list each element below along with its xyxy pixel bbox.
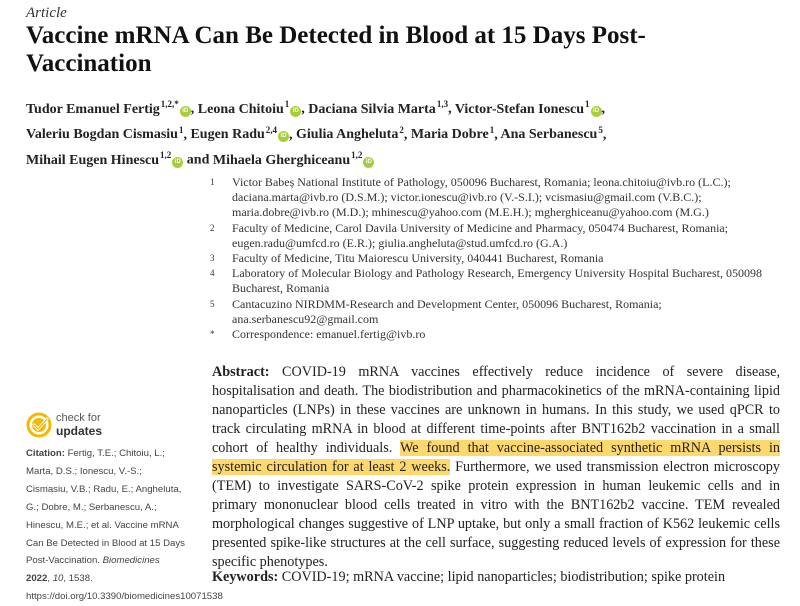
author-name: Eugen Radu <box>190 127 265 143</box>
citation-label: Citation: <box>26 448 65 459</box>
author-list <box>26 94 726 171</box>
author <box>26 124 184 143</box>
orcid-icon[interactable]: iD <box>290 106 301 117</box>
author-affiliation-marks: 1,3 <box>436 99 449 109</box>
author-name: Tudor Emanuel Fertig <box>26 101 160 117</box>
abstract-label: Abstract: <box>212 364 270 380</box>
author-name: Mihail Eugen Hinescu <box>26 152 160 168</box>
author-affiliation-marks: 5 <box>598 124 603 135</box>
affiliation-text: Laboratory of Molecular Biology and Pathology Research, Emergency University Hospital Bucharest, 050098 Bucharest, Romania <box>232 266 762 296</box>
author-affiliation-marks: 1,2,* <box>160 99 179 109</box>
affiliation-text: Faculty of Medicine, Titu Maiorescu University, 040441 Bucharest, Romania <box>232 251 604 266</box>
author-affiliation-marks: 1 <box>284 99 290 109</box>
author-separator: , <box>494 127 501 143</box>
author <box>410 124 495 143</box>
affiliation-item <box>210 175 790 221</box>
check-for-label: check for <box>56 412 101 424</box>
affiliation-item <box>210 221 790 251</box>
abstract-text-end: Furthermore, we used transmission electron microscopy (TEM) to investigate SARS-CoV-2 spike protein expression in human leukemic cells and in primary mononuclear blood cells treated in vitro with the BNT162b2 vaccine. TEM revealed morphological changes suggestive of LNP uptake, but only a small fraction of K562 leukemic cells presented spike-like structures at the cell surface, suggesting reduced levels of expression for these specific phenotypes. <box>212 459 780 570</box>
affiliation-number: 1 <box>210 177 215 187</box>
author-name: Valeriu Bogdan Cismasiu <box>26 127 178 143</box>
orcid-icon[interactable]: iD <box>172 157 183 168</box>
citation-text: Fertig, T.E.; Chitoiu, L.; Marta, D.S.; Ionescu, V.-S.; Cismasiu, V.B.; Radu, E.; Angheluta, G.; Dobre, M.; Serbanescu, A.; Hinescu, M.E.; et al. Vaccine mRNA Can Be Detected in Blood at 15 Days Post-Vaccination. <box>26 448 185 567</box>
author-name: Ana Serbanescu <box>500 127 598 143</box>
citation-rest[interactable]: , 1538. https://doi.org/10.3390/biomedicines10071538 <box>26 573 223 603</box>
author-separator: and <box>183 152 213 168</box>
affiliation-number: 5 <box>210 298 215 309</box>
author-affiliation-marks: 1 <box>489 124 495 135</box>
author-name: Victor-Stefan Ionescu <box>454 101 585 117</box>
citation-journal: Biomedicines <box>102 555 160 567</box>
author <box>26 150 183 168</box>
author <box>212 150 375 168</box>
abstract <box>212 363 780 572</box>
orcid-icon[interactable]: iD <box>278 131 289 142</box>
author-affiliation-marks: 2,4 <box>265 124 278 135</box>
author <box>26 99 191 117</box>
author-separator: , <box>289 127 297 143</box>
affiliation-item <box>210 266 790 296</box>
affiliation-text: Cantacuzino NIRDMM-Research and Development Center, 050096 Bucharest, Romania; ana.serbanescu92@gmail.com <box>232 296 662 326</box>
affiliation-number: 3 <box>210 253 215 264</box>
citation-volume: 10 <box>52 573 64 585</box>
orcid-icon[interactable]: iD <box>591 106 602 117</box>
author-affiliation-marks: 2 <box>399 124 404 135</box>
check-updates-icon <box>26 412 52 438</box>
affiliation-text: Faculty of Medicine, Carol Davila University of Medicine and Pharmacy, 050474 Bucharest, Romania; eugen.radu@umfcd.ro (E.R.); giulia.angheluta@stud.umfcd.ro (G.A.) <box>232 220 729 250</box>
affiliation-number: 2 <box>210 222 215 233</box>
affiliation-item <box>210 327 790 342</box>
orcid-icon[interactable]: iD <box>363 157 374 168</box>
author-separator: , <box>601 101 606 117</box>
abstract-highlight[interactable]: We found that vaccine-associated synthetic mRNA persists in systemic circulation for at least 2 weeks. <box>212 440 780 475</box>
affiliation-item <box>210 297 790 327</box>
keywords-text: COVID-19; mRNA vaccine; lipid nanoparticles; biodistribution; spike protein <box>278 569 726 585</box>
author-affiliation-marks: 1,2 <box>351 150 363 161</box>
article-type: Article <box>26 5 67 21</box>
updates-label: updates <box>56 424 103 438</box>
keywords-label: Keywords: <box>212 569 279 585</box>
affiliation-number: * <box>210 329 215 340</box>
author <box>500 124 603 143</box>
citation-year: 2022 <box>26 573 48 585</box>
author <box>296 124 404 143</box>
abstract-text-start: COVID-19 mRNA vaccines effectively reduce incidence of severe disease, hospitalisation and death. The biodistribution and pharmacokinetics of the mRNA-containing lipid nanoparticles (LNPs) in these vaccines are unknown in humans. In this study, we used qPCR to track circulating mRNA in blood at different time-points after BNT162b2 vaccination in a small cohort of healthy individuals. <box>212 364 780 456</box>
author <box>197 99 301 117</box>
author-name: Daciana Silvia Marta <box>308 101 436 117</box>
author-name: Leona Chitoiu <box>197 101 284 117</box>
affiliation-text: Victor Babeș National Institute of Pathology, 050096 Bucharest, Romania; leona.chitoiu@ivb.ro (L.C.); daciana.marta@ivb.ro (D.S.M.); victor.ionescu@ivb.ro (V.-S.I.); vcismasiu@gmail.com (V.B.C.); maria.dobre@ivb.ro (M.D.); mhinescu@yahoo.com (M.E.H.); mgherghiceanu@yahoo.com (M.G.) <box>232 175 731 220</box>
author <box>190 124 289 143</box>
orcid-icon[interactable]: iD <box>180 106 191 117</box>
author-name: Mihaela Gherghiceanu <box>212 152 351 168</box>
author-name: Giulia Angheluta <box>296 127 399 143</box>
author-affiliation-marks: 1 <box>585 99 590 109</box>
author-name: Maria Dobre <box>410 127 489 143</box>
author-separator: , <box>301 101 309 117</box>
affiliation-item <box>210 251 790 266</box>
author-separator: , <box>183 127 191 143</box>
affiliation-text: Correspondence: emanuel.fertig@ivb.ro <box>232 327 426 342</box>
author-separator: , <box>190 101 198 117</box>
check-updates-text <box>56 412 102 438</box>
affiliation-list <box>210 175 790 342</box>
author-separator: , <box>403 127 411 143</box>
author-separator: , <box>448 101 455 117</box>
author-separator: , <box>602 127 607 143</box>
article-title: Vaccine mRNA Can Be Detected in Blood at 15 Days Post-Vaccination <box>26 22 646 77</box>
keywords <box>212 568 780 587</box>
citation: Citation: Fertig, T.E.; Chitoiu, L.; Marta, D.S.; Ionescu, V.-S.; Cismasiu, V.B.; Radu, E.; Angheluta, G.; Dobre, M.; Serbanescu, A.; Hinescu, M.E.; et al. Vaccine mRNA Can Be Detected in Blood at 15 Days Post-Vaccination. Biomedicines 2022, 10, 1538. https://doi.org/10.3390/biomedicines10071538 <box>26 448 223 603</box>
author <box>308 99 449 117</box>
author <box>454 99 602 117</box>
check-for-updates-button[interactable] <box>26 412 102 438</box>
author-affiliation-marks: 1 <box>178 124 184 135</box>
affiliation-number: 4 <box>210 268 215 279</box>
author-affiliation-marks: 1,2 <box>160 150 172 161</box>
